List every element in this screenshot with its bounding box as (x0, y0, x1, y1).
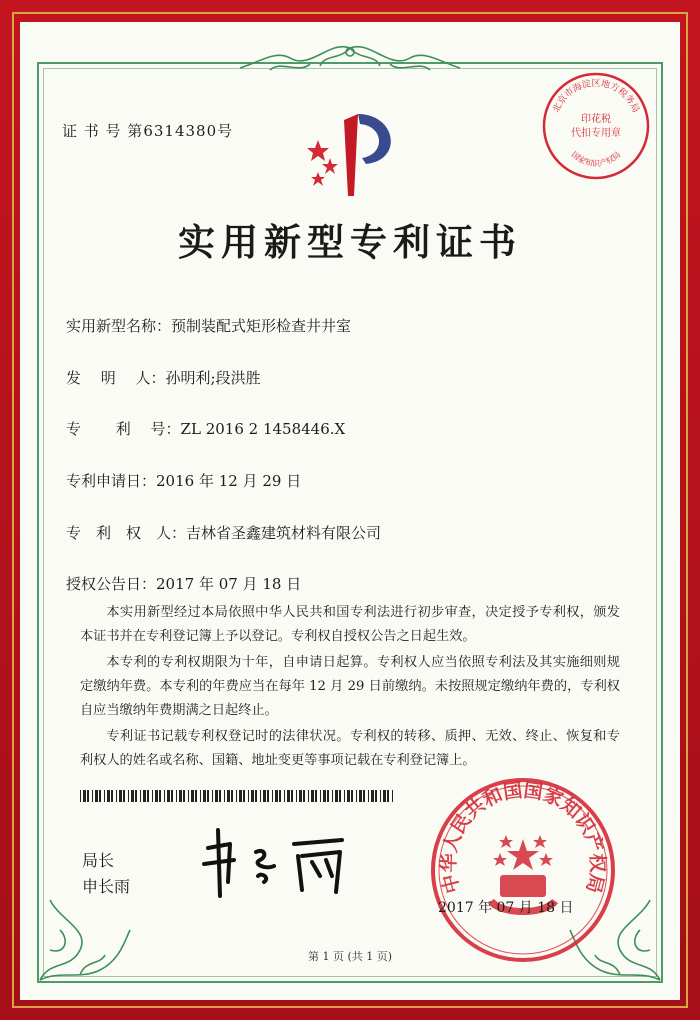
barcode-bar (203, 790, 206, 802)
certificate-number-value: 6314380 (143, 122, 218, 140)
large-seal-text: 中华人民共和国国家知识产权局 (437, 779, 609, 896)
barcode-bar (159, 790, 161, 802)
barcode-bar (183, 790, 185, 802)
barcode-bar (111, 790, 113, 802)
barcode-bar (387, 790, 389, 802)
barcode-bar (99, 790, 101, 802)
barcode-bar (272, 790, 273, 802)
barcode-bar (152, 790, 153, 802)
barcode-bar (87, 790, 89, 802)
barcode-bar (251, 790, 254, 802)
small-seal-inner-2: 代扣专用章 (571, 128, 621, 139)
field-label: 专 利 权 人： (66, 524, 187, 542)
barcode-bar (347, 790, 350, 802)
barcode-bar (80, 790, 81, 802)
barcode-bar (375, 790, 377, 802)
barcode-bar (284, 790, 285, 802)
barcode-bar (191, 790, 194, 802)
barcode-bar (260, 790, 261, 802)
barcode-bar (323, 790, 326, 802)
barcode-bar (371, 790, 374, 802)
paragraph-3: 专利证书记载专利权登记时的法律状况。专利权的转移、质押、无效、终止、恢复和专利权人的姓名或名称、国籍、地址变更等事项记载在专利登记簿上。 (80, 729, 620, 768)
barcode-bar (248, 790, 249, 802)
barcode-bar (104, 790, 105, 802)
field-inventors (66, 367, 261, 388)
barcode-bar (291, 790, 293, 802)
barcode-bar (287, 790, 290, 802)
barcode-bar (339, 790, 341, 802)
field-value: 2016 年 12 月 29 日 (156, 472, 302, 490)
barcode-bar (392, 790, 393, 802)
barcode-bar (119, 790, 122, 802)
barcode-bar (131, 790, 134, 802)
barcode-bar (327, 790, 329, 802)
barcode-bar (116, 790, 117, 802)
issue-date: 2017 年 07 月 18 日 (438, 900, 574, 916)
barcode-bar (239, 790, 242, 802)
barcode-bar (332, 790, 333, 802)
paragraph-1: 本实用新型经过本局依照中华人民共和国专利法进行初步审查，决定授予专利权，颁发本证书并在专利登记簿上予以登记。专利权自授权公告之日起生效。 (80, 605, 620, 644)
barcode-bar (359, 790, 362, 802)
barcode-bar (123, 790, 125, 802)
barcode-bar (243, 790, 245, 802)
patent-office-logo-icon (296, 100, 416, 200)
barcode-bar (179, 790, 182, 802)
small-seal-bottom-text: 国家知识产权局 (569, 149, 623, 168)
field-patent-number (66, 418, 345, 439)
barcode-bar (224, 790, 225, 802)
barcode-bar (95, 790, 98, 802)
page-count: 第 1 页 (共 1 页) (307, 950, 393, 963)
barcode-bar (267, 790, 269, 802)
barcode-bar (236, 790, 237, 802)
barcode-bar (356, 790, 357, 802)
barcode-bar (351, 790, 353, 802)
barcode-bar (195, 790, 197, 802)
field-label: 发 明 人： (66, 369, 166, 387)
field-patentee (66, 522, 381, 543)
barcode-bar (212, 790, 213, 802)
barcode-bar (299, 790, 302, 802)
barcode-bar (303, 790, 305, 802)
field-value: 孙明利;段洪胜 (165, 369, 261, 387)
director-title: 局长 (82, 851, 115, 870)
barcode-bar (255, 790, 257, 802)
barcode-bar (279, 790, 281, 802)
certificate-number (62, 120, 233, 141)
page-title: 实用新型专利证书 (178, 220, 522, 264)
field-value: 2017 年 07 月 18 日 (156, 575, 302, 593)
barcode-bar (296, 790, 297, 802)
barcode-bar (92, 790, 93, 802)
certificate-number-label: 证 书 号 第 (62, 122, 144, 140)
barcode-bar (167, 790, 170, 802)
barcode-bar (83, 790, 86, 802)
certificate-number-suffix: 号 (217, 122, 234, 140)
barcode-bar (315, 790, 317, 802)
barcode-bar (227, 790, 230, 802)
barcode-bar (344, 790, 345, 802)
barcode-bar (320, 790, 321, 802)
barcode-bar (200, 790, 201, 802)
barcode-bar (128, 790, 129, 802)
barcode-bar (135, 790, 137, 802)
field-grant-date (66, 573, 301, 594)
field-utility-model-name (66, 315, 351, 336)
small-seal-text: 北京市海淀区地方税务局 (551, 79, 641, 115)
barcode-bar (107, 790, 110, 802)
barcode-bar (363, 790, 365, 802)
barcode-bar (383, 790, 386, 802)
barcode-bar (140, 790, 141, 802)
field-value: 吉林省圣鑫建筑材料有限公司 (186, 524, 382, 542)
barcode-bar (219, 790, 221, 802)
barcode-bar (215, 790, 218, 802)
paragraph-2: 本专利的专利权期限为十年，自申请日起算。专利权人应当依照专利法及其实施细则规定缴纳年费。本专利的年费应当在每年 12 月 29 日前缴纳。未按照规定缴纳年费的，专利权自应当缴纳年费期满之日起终止。 (80, 655, 620, 718)
small-seal-inner-1: 印花税 (581, 114, 611, 125)
field-label: 授权公告日： (66, 575, 157, 593)
barcode-bar (155, 790, 158, 802)
barcode-bar (231, 790, 233, 802)
barcode-bar (188, 790, 189, 802)
barcode-bar (380, 790, 381, 802)
barcode-bar (263, 790, 266, 802)
director-signature-icon (190, 820, 360, 900)
national-ip-office-seal-icon (428, 775, 618, 965)
tax-stamp-seal-icon (540, 70, 652, 182)
barcode-bar (368, 790, 369, 802)
barcode-bar (176, 790, 177, 802)
barcode-bar (335, 790, 338, 802)
barcode-bar (147, 790, 149, 802)
field-value: ZL 2016 2 1458446.X (180, 420, 346, 438)
director-name: 申长雨 (82, 877, 131, 896)
field-label: 专利申请日： (66, 472, 157, 490)
barcode-bar (311, 790, 314, 802)
barcode-icon (80, 790, 395, 802)
svg-text:北京市海淀区地方税务局 (550, 77, 642, 114)
svg-text:国家知识产权局 (570, 150, 623, 168)
barcode-bar (308, 790, 309, 802)
barcode-bar (164, 790, 165, 802)
field-label: 实用新型名称： (66, 317, 172, 335)
field-value: 预制装配式矩形检查井井室 (171, 317, 352, 335)
barcode-bar (171, 790, 173, 802)
barcode-bar (275, 790, 278, 802)
barcode-bar (207, 790, 209, 802)
barcode-bar (143, 790, 146, 802)
field-application-date (66, 470, 301, 491)
field-label: 专 利 号： (66, 420, 181, 438)
top-ornament-icon (230, 40, 470, 80)
